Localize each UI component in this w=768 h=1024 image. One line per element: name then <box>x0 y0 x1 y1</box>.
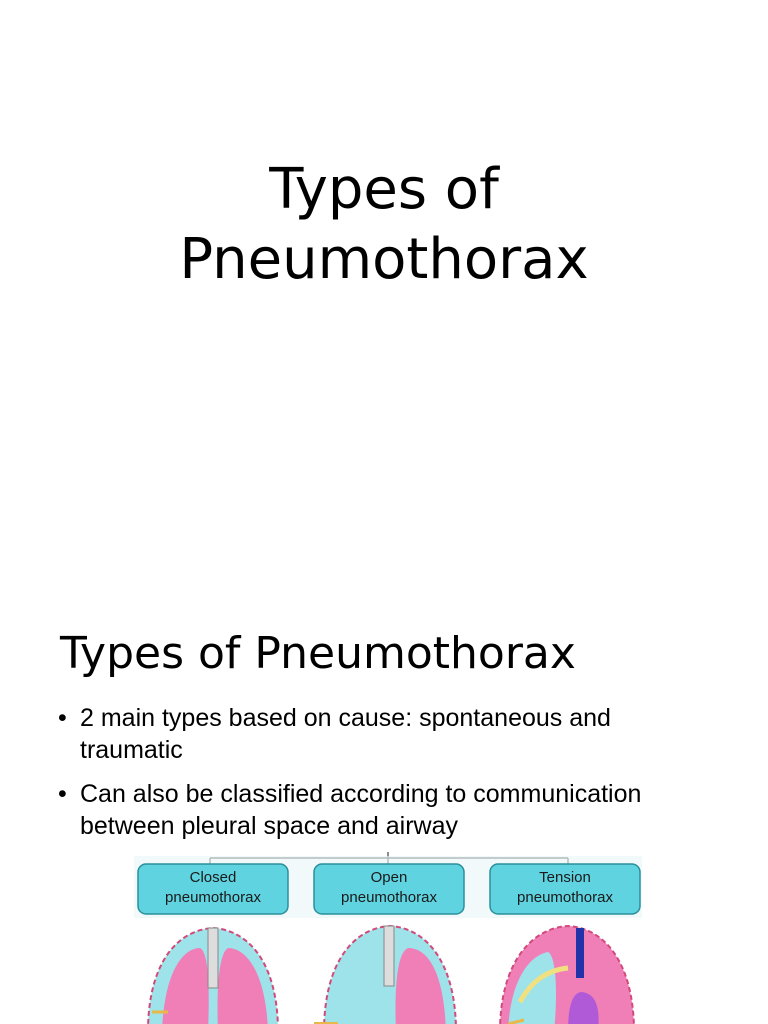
box-label-title: Open <box>370 869 408 886</box>
open-box-label <box>319 868 459 908</box>
bullet-icon: • <box>58 704 67 732</box>
box-label-title: Tension <box>539 869 591 886</box>
bullet-item <box>58 702 718 766</box>
bullet-item <box>58 778 718 842</box>
tension-lung-illustration <box>500 926 634 1024</box>
slide-title <box>0 155 768 295</box>
content-slide <box>0 576 768 1024</box>
slide-heading: Types of Pneumothorax <box>60 628 576 679</box>
closed-lung-illustration <box>148 928 278 1024</box>
bullet-text: 2 main types based on cause: spontaneous and traumatic <box>80 704 611 764</box>
closed-box-label <box>143 868 283 908</box>
box-label-subtitle: pneumothorax <box>517 889 613 906</box>
box-label-subtitle: pneumothorax <box>165 889 261 906</box>
title-line-1: Types of <box>269 157 499 222</box>
tension-box-label <box>495 868 635 908</box>
bullet-list <box>58 702 718 854</box>
pneumothorax-types-diagram <box>128 852 648 1024</box>
box-label-title: Closed <box>189 869 237 886</box>
bullet-text: Can also be classified according to communication between pleural space and airway <box>80 780 642 840</box>
box-label-subtitle: pneumothorax <box>341 889 437 906</box>
bullet-icon: • <box>58 780 67 808</box>
open-lung-illustration <box>314 926 456 1024</box>
title-line-2: Pneumothorax <box>179 227 589 292</box>
